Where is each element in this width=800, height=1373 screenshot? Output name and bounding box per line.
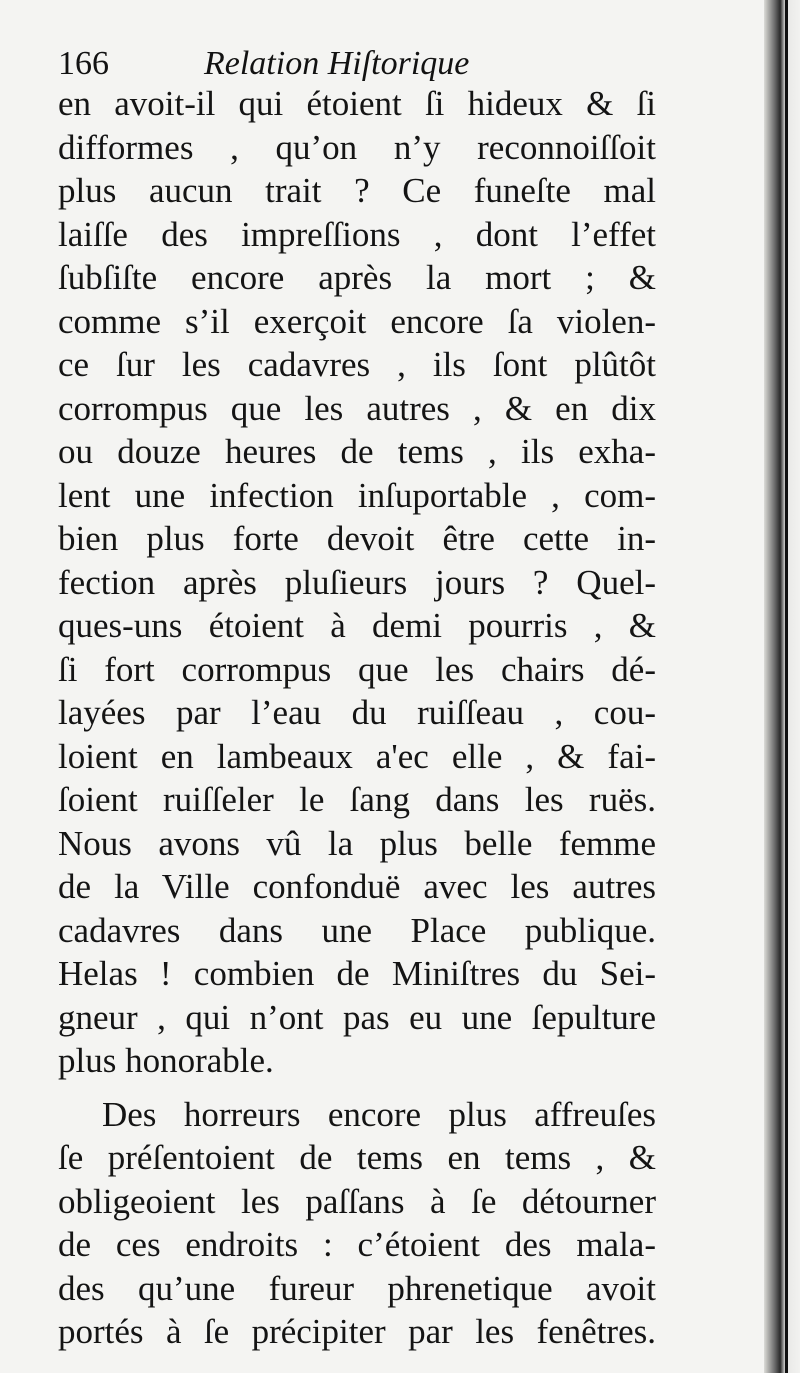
text-line: ou douze heures de tems , ils exha- [58, 432, 656, 471]
text-line: ſi fort corrompus que les chairs dé- [58, 649, 656, 689]
text-line: plus aucun trait ? Ce funeſte mal [58, 171, 656, 210]
text-line: plus honorable. [58, 1041, 274, 1080]
page-number: 166 [58, 45, 109, 82]
text-line: ques-uns étoient à demi pourris , & [58, 606, 656, 645]
text-line: de la Ville confonduë avec les autres [58, 867, 656, 906]
text-line: layées par l’eau du ruiſſeau , cou- [58, 693, 656, 732]
text-line: laiſſe des impreſſions , dont l’effet [58, 214, 656, 254]
text-line: des qu’une fureur phrenetique avoit [58, 1268, 656, 1308]
page-gutter [764, 0, 800, 1373]
paragraph-2 [58, 1093, 656, 1354]
text-line: ſoient ruiſſeler le ſang dans les ruës. [58, 780, 656, 819]
text-line: de ces endroits : c’étoient des mala- [58, 1225, 656, 1264]
text-line: en avoit-il qui étoient ſi hideux & ſi [58, 84, 656, 123]
text-line: obligeoient les paſſans à ſe détourner [58, 1181, 656, 1221]
text-line: corrompus que les autres , & en dix [58, 388, 656, 428]
paragraph-spacer [58, 1083, 656, 1093]
text-line: loient en lambeaux a'ec elle , & fai- [58, 736, 656, 776]
text-line: portés à ſe précipiter par les fenêtres. [58, 1312, 656, 1351]
paragraph-1 [58, 82, 656, 1083]
text-line: Helas ! combien de Miniſtres du Sei- [58, 954, 656, 993]
binding-edge [785, 0, 788, 1373]
text-line: comme s’il exerçoit encore ſa violen- [58, 301, 656, 341]
body-text [58, 82, 656, 1354]
text-line: bien plus forte devoit être cette in- [58, 519, 656, 558]
text-line: ſubſiſte encore après la mort ; & [58, 258, 656, 297]
running-title: Relation Hiſtorique [204, 45, 470, 82]
text-line: difformes , qu’on n’y reconnoiſſoit [58, 127, 656, 167]
text-line: Des horreurs encore plus affreuſes [102, 1094, 656, 1134]
text-line: cadavres dans une Place publique. [58, 910, 656, 950]
text-line: fection après pluſieurs jours ? Quel- [58, 562, 656, 602]
page-header [58, 42, 678, 86]
text-line: ce ſur les cadavres , ils ſont plûtôt [58, 345, 656, 384]
text-line: lent une infection inſuportable , com- [58, 475, 656, 515]
text-line: ſe préſentoient de tems en tems , & [58, 1138, 656, 1177]
text-line: Nous avons vû la plus belle femme [58, 823, 656, 863]
text-line: gneur , qui n’ont pas eu une ſepulture [58, 997, 656, 1037]
